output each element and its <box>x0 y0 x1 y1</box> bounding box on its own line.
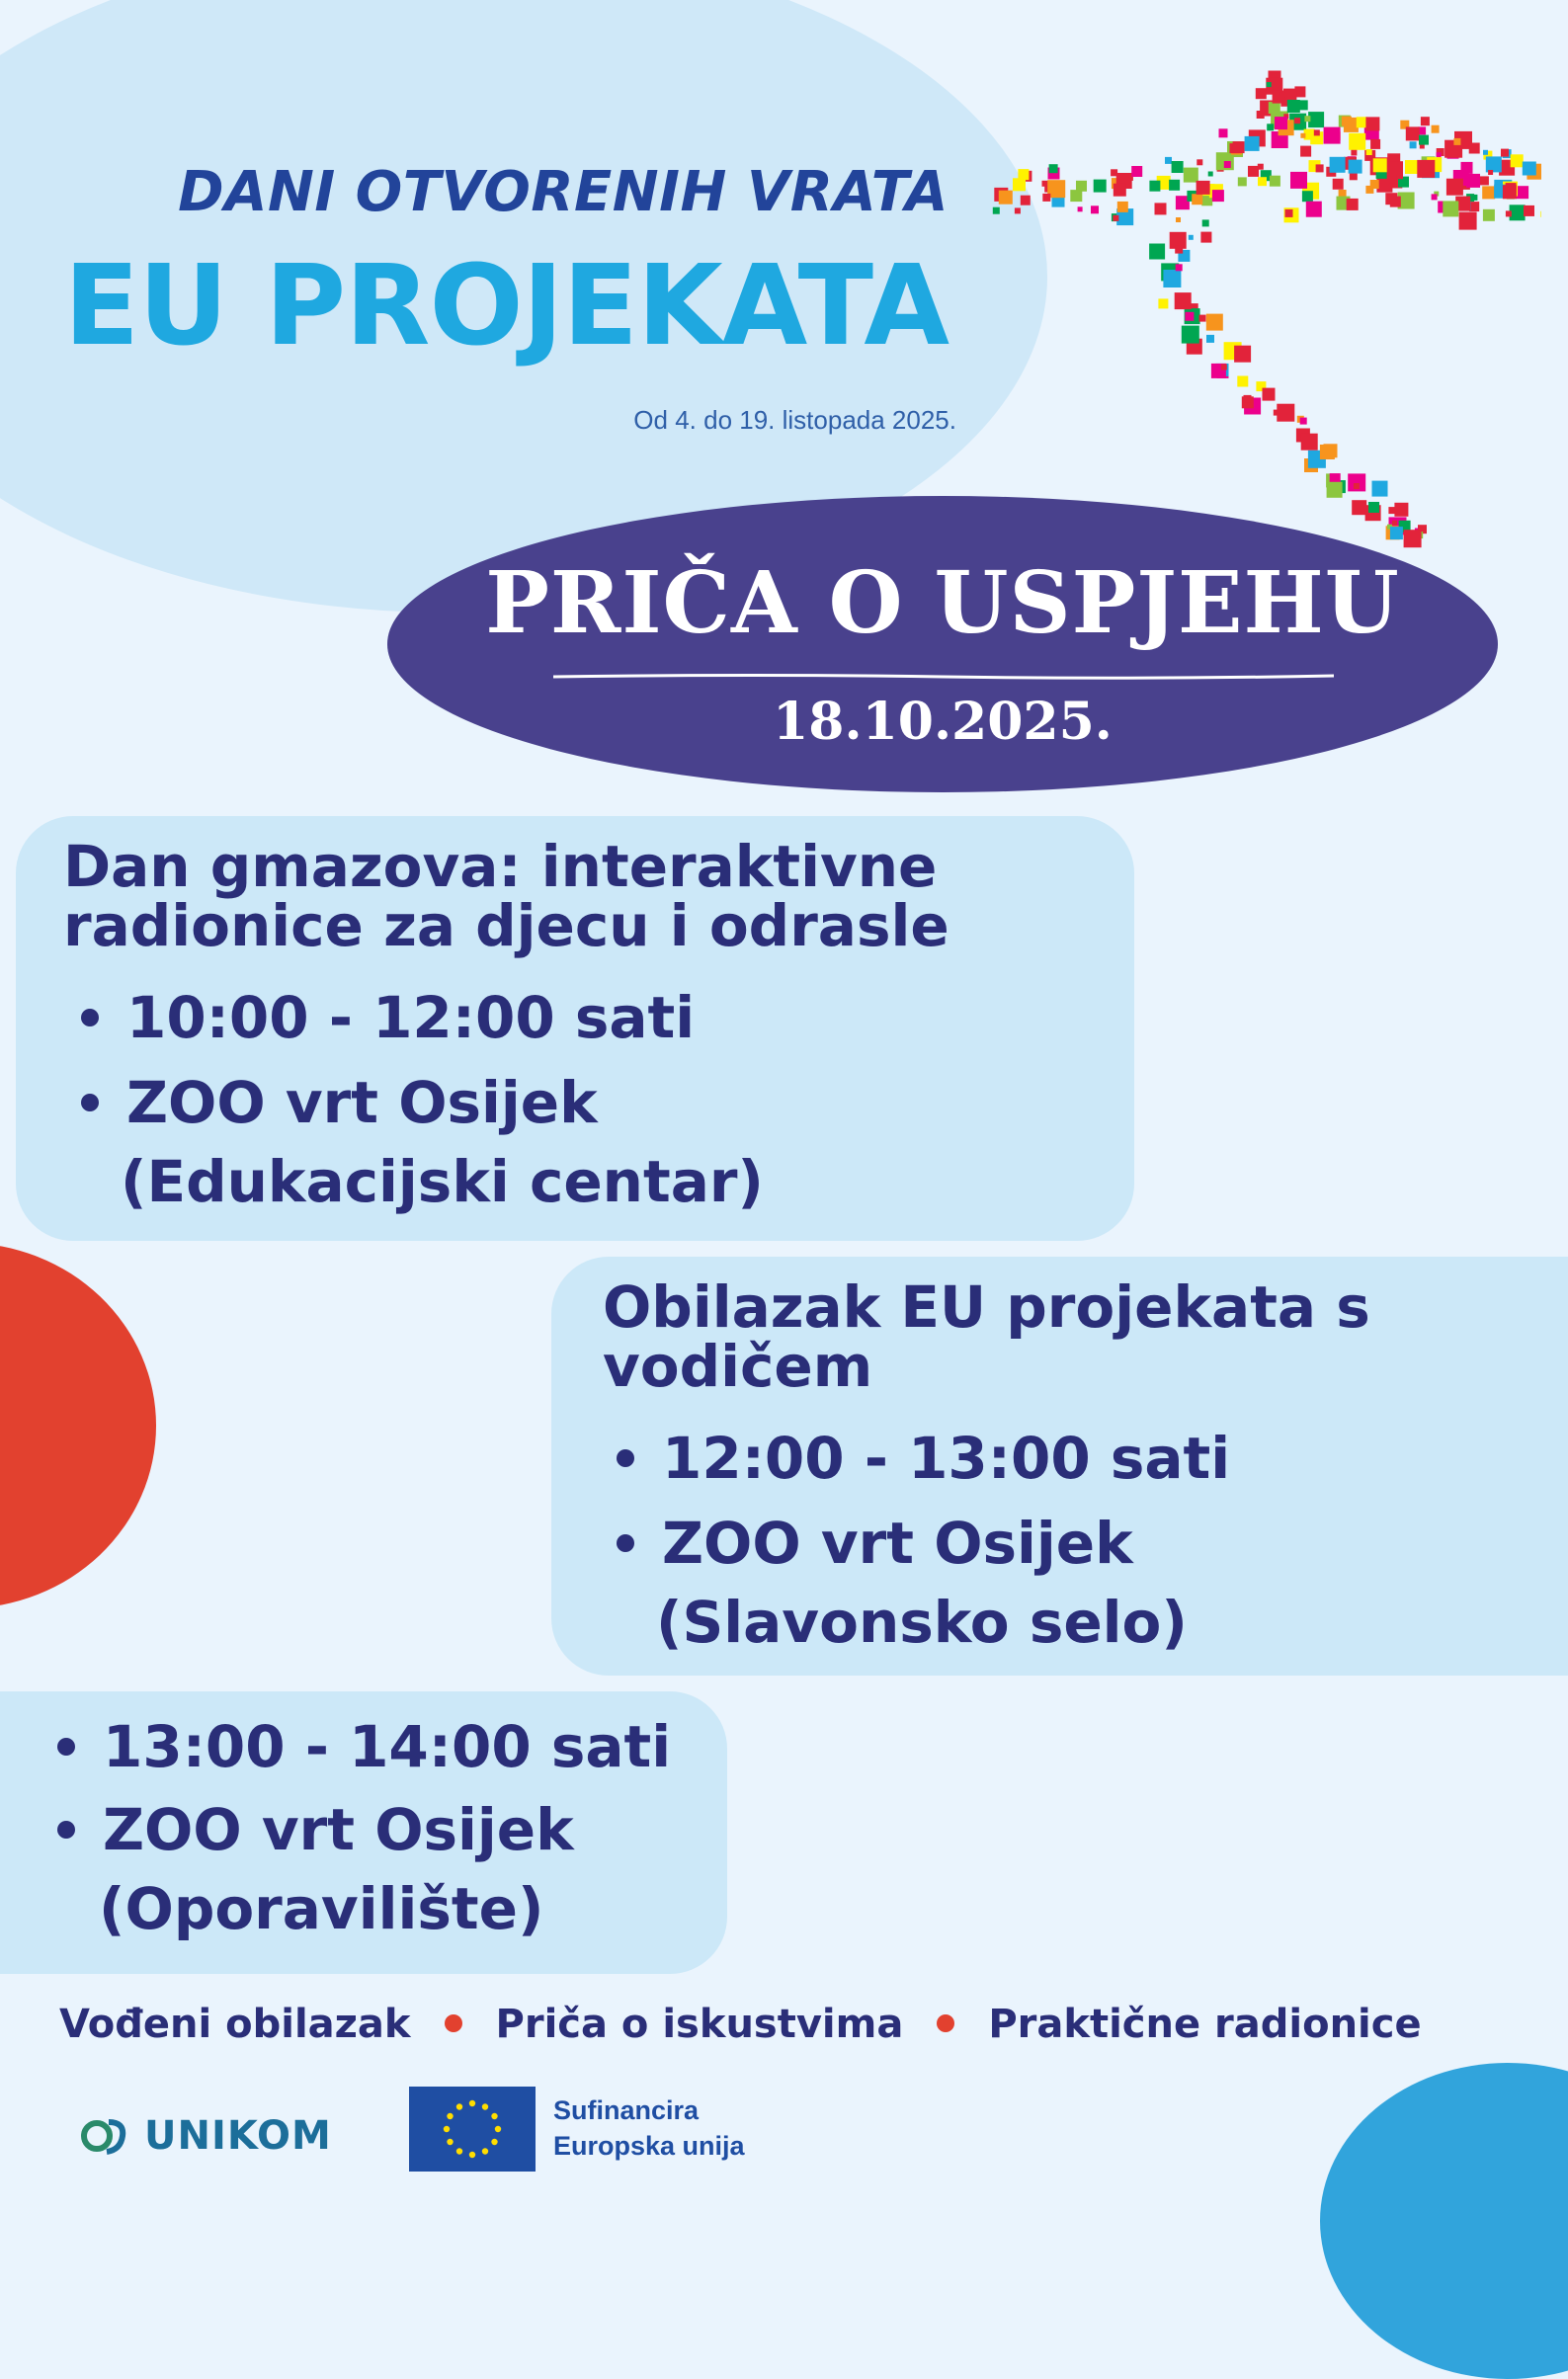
mosaic-square <box>1131 166 1142 177</box>
mosaic-square <box>1274 410 1279 416</box>
mosaic-square <box>1258 177 1267 186</box>
mosaic-square <box>1437 152 1442 157</box>
mosaic-square <box>1404 530 1422 547</box>
mosaic-square <box>1327 482 1343 498</box>
unikom-wordmark: UNIKOM <box>144 2113 332 2159</box>
mosaic-square <box>1511 154 1524 167</box>
mosaic-square <box>1357 117 1367 127</box>
mosaic-square <box>1349 160 1362 174</box>
mosaic-square <box>1094 180 1107 193</box>
mosaic-square <box>1349 133 1365 150</box>
mosaic-square <box>1506 210 1512 216</box>
bullet-icon <box>57 1738 75 1756</box>
unikom-mark-icon <box>79 2112 134 2160</box>
mosaic-square <box>1432 125 1440 133</box>
mosaic-square <box>1200 232 1211 243</box>
mosaic-square <box>1524 205 1534 216</box>
mosaic-square <box>1482 186 1495 199</box>
event-1-title: Dan gmazova: interaktivne radionice za djecu i odrasle <box>63 833 949 959</box>
mosaic-square <box>1042 194 1050 202</box>
features-row <box>59 2002 1522 2047</box>
mosaic-square <box>1269 102 1280 114</box>
mosaic-square <box>1320 445 1335 459</box>
mosaic-square <box>1506 183 1517 194</box>
mosaic-square <box>1406 126 1420 140</box>
event-1-place: (Edukacijski centar) <box>121 1148 764 1215</box>
mosaic-square <box>1373 158 1387 172</box>
mosaic-square <box>1158 298 1168 308</box>
mosaic-square <box>1277 404 1294 422</box>
mosaic-square <box>1410 141 1417 148</box>
event-3-location: ZOO vrt Osijek <box>57 1796 574 1863</box>
mosaic-square <box>1459 212 1477 230</box>
mosaic-square <box>1352 500 1366 515</box>
mosaic-square <box>1300 133 1305 138</box>
mosaic-square <box>1389 175 1397 183</box>
event-2-location: ZOO vrt Osijek <box>617 1510 1133 1577</box>
separator-dot-icon <box>937 2014 954 2032</box>
mosaic-square <box>1267 123 1274 130</box>
mosaic-square <box>1419 135 1429 145</box>
mosaic-square <box>1070 190 1082 202</box>
mosaic-square <box>1314 129 1320 135</box>
mosaic-square <box>1197 159 1202 165</box>
mosaic-square <box>1202 219 1209 226</box>
mosaic-square <box>1184 168 1198 183</box>
mosaic-square <box>1388 507 1395 514</box>
mosaic-square <box>1432 194 1438 200</box>
mosaic-square <box>1365 186 1373 194</box>
mosaic-square <box>1234 346 1251 363</box>
mosaic-square <box>1344 118 1359 132</box>
mosaic-square <box>1516 186 1528 199</box>
mosaic-square <box>1248 166 1259 177</box>
mosaic-square <box>1294 118 1300 123</box>
mosaic-square <box>1510 205 1526 220</box>
mosaic-square <box>1206 314 1223 331</box>
mosaic-square <box>1390 527 1403 539</box>
mosaic-square <box>1523 162 1536 176</box>
mosaic-square <box>1185 312 1194 321</box>
event-2-place: (Slavonsko selo) <box>656 1589 1188 1656</box>
mosaic-square <box>1212 190 1224 202</box>
mosaic-square <box>993 207 1000 214</box>
feature-workshops: Praktične radionice <box>988 2002 1422 2047</box>
mosaic-square <box>1206 335 1214 343</box>
mosaic-square <box>1483 209 1495 221</box>
header-title: EU PROJEKATA <box>63 242 949 370</box>
mosaic-square <box>1221 365 1227 370</box>
mosaic-square <box>1155 203 1167 214</box>
mosaic-square <box>1324 127 1341 144</box>
event-2-time: 12:00 - 13:00 sati <box>617 1425 1230 1492</box>
mosaic-square <box>1333 179 1344 190</box>
separator-dot-icon <box>445 2014 462 2032</box>
mosaic-square <box>1302 191 1313 202</box>
mosaic-square <box>1176 264 1183 271</box>
mosaic-square <box>1392 521 1397 526</box>
eu-cofinanced-text <box>553 2092 745 2165</box>
mosaic-square <box>1021 196 1031 205</box>
mosaic-square <box>1300 418 1307 425</box>
mosaic-square <box>1275 117 1287 129</box>
mosaic-square <box>1192 194 1202 205</box>
mosaic-square <box>1042 181 1048 187</box>
mosaic-square <box>1306 202 1322 217</box>
mosaic-square <box>1330 157 1346 173</box>
mosaic-square <box>1488 170 1493 175</box>
mosaic-square <box>1189 235 1194 240</box>
event-1-location: ZOO vrt Osijek <box>81 1069 598 1136</box>
eu-text-line-2: Europska unija <box>553 2131 745 2162</box>
mosaic-square <box>1283 89 1296 102</box>
mosaic-square <box>1163 270 1181 287</box>
event-1-time: 10:00 - 12:00 sati <box>81 984 695 1051</box>
mosaic-square <box>1270 176 1280 187</box>
mosaic-square <box>1224 161 1231 168</box>
mosaic-square <box>1446 179 1463 196</box>
mosaic-square <box>1417 160 1435 178</box>
mosaic-square <box>1175 292 1192 309</box>
mosaic-square <box>1113 215 1118 221</box>
mosaic-square <box>1443 201 1458 216</box>
mosaic-square <box>1354 483 1360 489</box>
mosaic-square <box>1480 176 1489 185</box>
story-title: PRIČA O USPJEHU <box>485 553 1400 653</box>
mosaic-square <box>1149 244 1165 260</box>
mosaic-square <box>1304 116 1310 122</box>
mosaic-square <box>1176 217 1181 222</box>
mosaic-square <box>1285 209 1293 217</box>
story-underline <box>553 672 1334 682</box>
croatia-mosaic-map <box>988 40 1541 563</box>
background-circle-blue <box>1320 2063 1568 2379</box>
mosaic-square <box>1372 481 1388 497</box>
mosaic-square <box>1469 143 1480 154</box>
mosaic-square <box>1182 326 1199 344</box>
mosaic-square <box>1390 197 1401 207</box>
unikom-logo <box>79 2106 332 2166</box>
mosaic-square <box>1015 207 1021 213</box>
mosaic-square <box>1290 172 1307 189</box>
mosaic-square <box>1013 178 1026 191</box>
bullet-icon <box>617 1449 634 1467</box>
mosaic-square <box>1258 164 1264 170</box>
mosaic-square <box>1368 502 1379 513</box>
mosaic-square <box>1078 206 1083 211</box>
event-2-title: Obilazak EU projekata s vodičem <box>603 1273 1370 1400</box>
mosaic-square <box>1394 503 1408 517</box>
mosaic-square <box>1347 199 1359 210</box>
mosaic-square <box>1280 92 1285 97</box>
event-3-place: (Oporavilište) <box>99 1875 544 1942</box>
background-circle-red <box>0 1243 156 1608</box>
mosaic-square <box>1169 180 1180 191</box>
bullet-icon <box>81 1009 99 1026</box>
mosaic-square <box>1233 141 1245 153</box>
mosaic-square <box>1263 388 1276 401</box>
mosaic-square <box>1405 160 1419 174</box>
mosaic-square <box>1114 184 1126 197</box>
mosaic-square <box>1267 82 1272 87</box>
mosaic-square <box>1208 172 1213 177</box>
mosaic-square <box>1366 149 1372 155</box>
mosaic-square <box>1165 157 1172 164</box>
feature-experience-story: Priča o iskustvima <box>495 2002 904 2047</box>
mosaic-square <box>1308 112 1324 127</box>
bullet-icon <box>57 1821 75 1839</box>
mosaic-square <box>1421 117 1430 125</box>
mosaic-square <box>1238 177 1247 186</box>
bullet-icon <box>81 1094 99 1111</box>
mosaic-square <box>999 191 1013 205</box>
mosaic-square <box>1197 181 1210 195</box>
event-3-time: 13:00 - 14:00 sati <box>57 1713 671 1780</box>
mosaic-square <box>1257 111 1265 119</box>
mosaic-square <box>1287 100 1300 113</box>
mosaic-square <box>1453 138 1460 145</box>
mosaic-square <box>1091 205 1099 213</box>
mosaic-square <box>1370 139 1380 149</box>
mosaic-square <box>1483 150 1488 155</box>
mosaic-square <box>1466 174 1480 188</box>
mosaic-square <box>1501 149 1509 157</box>
header-dates: Od 4. do 19. listopada 2025. <box>633 405 956 435</box>
mosaic-square <box>1256 88 1267 99</box>
mosaic-square <box>1049 164 1058 173</box>
mosaic-square <box>1469 202 1479 211</box>
mosaic-square <box>1237 376 1248 387</box>
mosaic-square <box>1172 161 1184 173</box>
mosaic-square <box>1199 315 1206 322</box>
mosaic-square <box>1219 128 1228 137</box>
mosaic-square <box>1149 181 1160 192</box>
mosaic-square <box>1300 146 1311 157</box>
story-date: 18.10.2025. <box>773 692 1113 752</box>
bullet-icon <box>617 1534 634 1552</box>
mosaic-square <box>1540 211 1541 217</box>
mosaic-square <box>1117 202 1128 212</box>
mosaic-square <box>1245 136 1260 151</box>
mosaic-square <box>1244 395 1252 403</box>
eu-text-line-1: Sufinancira <box>553 2095 700 2125</box>
header-subtitle: DANI OTVORENIH VRATA <box>178 160 949 224</box>
feature-guided-tour: Vođeni obilazak <box>59 2002 411 2047</box>
eu-flag-icon <box>409 2087 536 2172</box>
mosaic-square <box>1175 246 1183 254</box>
mosaic-square <box>1365 117 1379 130</box>
mosaic-square <box>1351 150 1357 156</box>
mosaic-square <box>1301 434 1318 451</box>
mosaic-square <box>1316 164 1324 172</box>
